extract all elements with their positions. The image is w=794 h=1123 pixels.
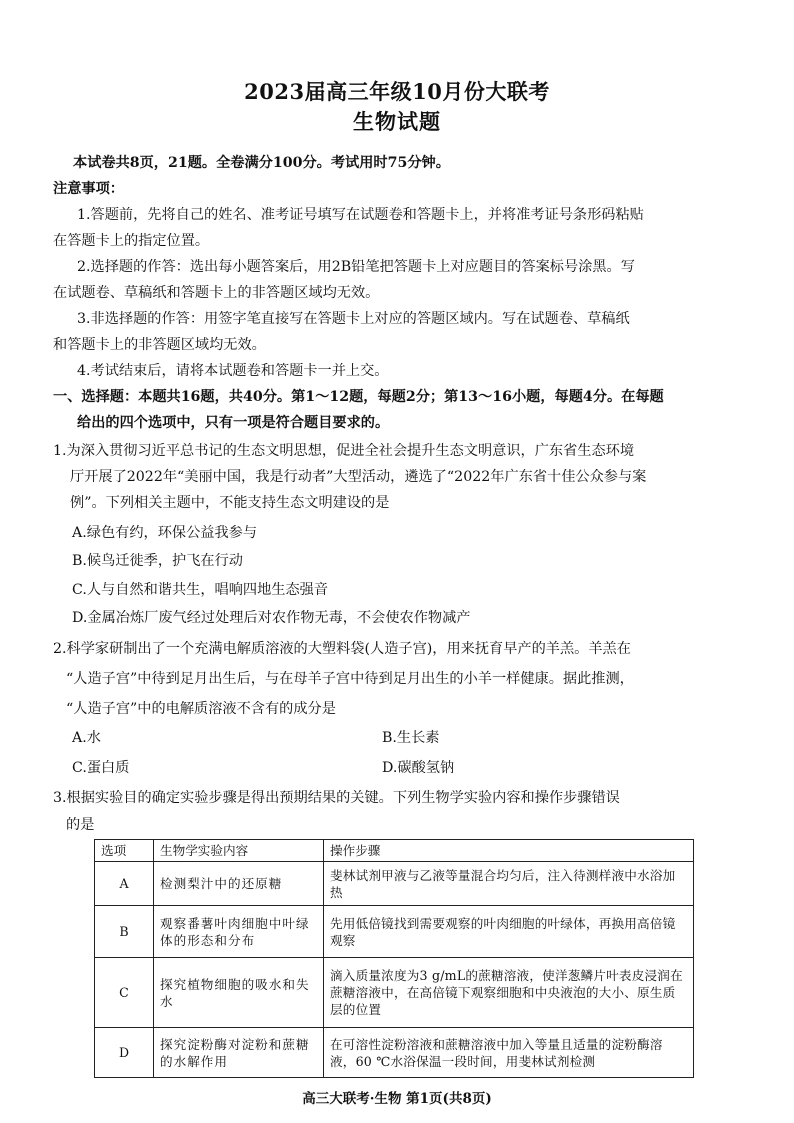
table-cell-content: 观察番薯叶肉细胞中叶绿体的形态和分布 xyxy=(154,906,324,958)
table-cell-option: D xyxy=(95,1028,154,1078)
question-2-text: “人造子宫”中待到足月出生后，与在母羊子宫中待到足月出生的小羊一样健康。据此推测， xyxy=(66,671,634,687)
question-1-option-a: A.绿色有约，环保公益我参与 xyxy=(72,525,258,541)
exam-intro: 本试卷共8页，21题。全卷满分100分。考试用时75分钟。 xyxy=(73,155,450,171)
question-1-option-c: C.人与自然和谐共生，唱响四地生态强音 xyxy=(72,582,329,598)
table-cell-steps: 先用低倍镜找到需要观察的叶肉细胞的叶绿体，再换用高倍镜观察 xyxy=(324,906,694,958)
table-header-content: 生物学实验内容 xyxy=(154,840,324,862)
exam-title: 2023届高三年级10月份大联考 xyxy=(244,79,550,104)
table-header-row xyxy=(95,840,694,862)
table-cell-option: C xyxy=(95,958,154,1028)
notice-line: 4.考试结束后，请将本试题卷和答题卡一并上交。 xyxy=(77,363,389,379)
question-3-text: 3.根据实验目的确定实验步骤是得出预期结果的关键。下列生物学实验内容和操作步骤错误 xyxy=(53,790,620,806)
table-row xyxy=(95,1028,694,1078)
question-2-option-a: A.水 xyxy=(72,730,101,746)
question-2-option-b: B.生长素 xyxy=(382,730,440,746)
question-2-text: 2.科学家研制出了一个充满电解质溶液的大塑料袋(人造子宫)，用来抚育早产的羊羔。羊羔在 xyxy=(53,641,631,657)
notice-line: 3.非选择题的作答：用签字笔直接写在答题卡上对应的答题区域内。写在试题卷、草稿纸 xyxy=(77,311,630,327)
subject-title: 生物试题 xyxy=(353,109,441,134)
question-1-option-d: D.金属冶炼厂废气经过处理后对农作物无毒，不会使农作物减产 xyxy=(72,610,471,626)
table-cell-steps: 滴入质量浓度为3 g/mL的蔗糖溶液，使洋葱鳞片叶表皮浸润在蔗糖溶液中，在高倍镜下观察细胞和中央液泡的大小、原生质层的位置 xyxy=(324,958,694,1028)
table-header-steps: 操作步骤 xyxy=(324,840,694,862)
notice-heading: 注意事项： xyxy=(53,181,124,197)
table-cell-content: 探究植物细胞的吸水和失水 xyxy=(154,958,324,1028)
notice-line: 和答题卡上的非答题区域均无效。 xyxy=(53,337,266,353)
notice-line: 在试题卷、草稿纸和答题卡上的非答题区域均无效。 xyxy=(53,285,380,301)
question-1-text: 1.为深入贯彻习近平总书记的生态文明思想，促进全社会提升生态文明意识，广东省生态环境 xyxy=(53,443,635,459)
table-row xyxy=(95,906,694,958)
question-3-text: 的是 xyxy=(66,817,95,833)
question-2-option-c: C.蛋白质 xyxy=(72,760,130,776)
notice-line: 在答题卡上的指定位置。 xyxy=(53,233,210,249)
section-instruction: 给出的四个选项中，只有一项是符合题目要求的。 xyxy=(77,415,390,431)
question-2-text: “人造子宫”中的电解质溶液不含有的成分是 xyxy=(66,701,336,717)
table-cell-content: 检测梨汁中的还原糖 xyxy=(154,862,324,906)
table-cell-steps: 斐林试剂甲液与乙液等量混合均匀后，注入待测样液中水浴加热 xyxy=(324,862,694,906)
table-row xyxy=(95,862,694,906)
page-footer: 高三大联考·生物 第1页(共8页) xyxy=(302,1091,492,1107)
section-heading: 一、选择题：本题共16题，共40分。第1～12题，每题2分；第13～16小题，每题4分。在每题 xyxy=(53,389,664,405)
experiment-table xyxy=(94,839,694,1078)
table-row xyxy=(95,958,694,1028)
table-cell-option: A xyxy=(95,862,154,906)
table-cell-option: B xyxy=(95,906,154,958)
question-1-text: 厅开展了2022年“美丽中国，我是行动者”大型活动，遴选了“2022年广东省十佳公众参与案 xyxy=(70,469,647,485)
question-1-option-b: B.候鸟迁徙季，护飞在行动 xyxy=(72,553,243,569)
notice-line: 2.选择题的作答：选出每小题答案后，用2B铅笔把答题卡上对应题目的答案标号涂黑。写 xyxy=(77,259,635,275)
table-header-option: 选项 xyxy=(95,840,154,862)
table-cell-steps: 在可溶性淀粉溶液和蔗糖溶液中加入等量且适量的淀粉酶溶液，60 ℃水浴保温一段时间，用斐林试剂检测 xyxy=(324,1028,694,1078)
notice-line: 1.答题前，先将自己的姓名、准考证号填写在试题卷和答题卡上，并将准考证号条形码粘贴 xyxy=(77,207,644,223)
question-1-text: 例”。下列相关主题中，不能支持生态文明建设的是 xyxy=(70,495,390,511)
table-cell-content: 探究淀粉酶对淀粉和蔗糖的水解作用 xyxy=(154,1028,324,1078)
question-2-option-d: D.碳酸氢钠 xyxy=(382,760,455,776)
